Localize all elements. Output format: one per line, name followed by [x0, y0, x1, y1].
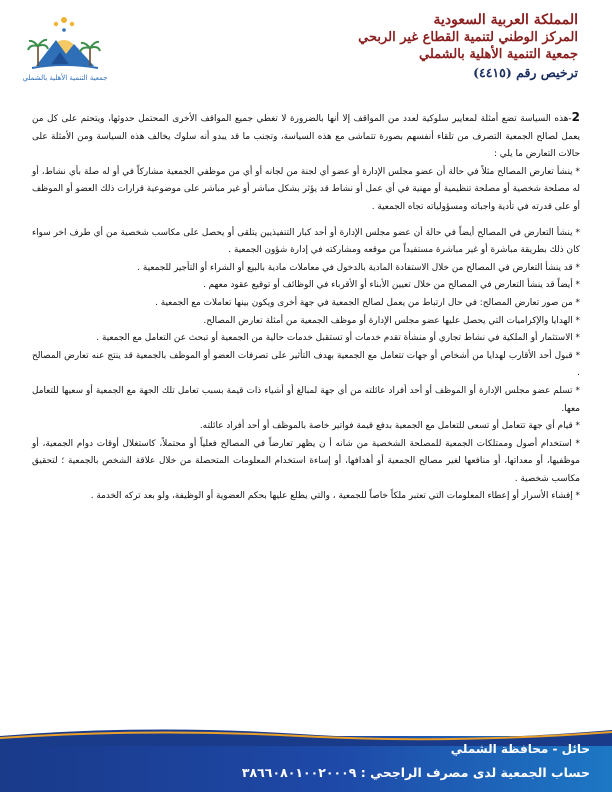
list-item: * أيضاً قد ينشأ التعارض في المصالح من خلال تعيين الأبناء أو الأقرباء في الوظائف أو توقيع عقود معهم . — [202, 280, 580, 291]
svg-text:جمعية التنمية الأهلية بالشملي: جمعية التنمية الأهلية بالشملي — [22, 74, 108, 82]
list-item: * ينشأ تعارض المصالح مثلاً في حالة أن عضو مجلس الإدارة أو عضو أي لجنة من لجانه أو أي من موظفي الجمعية مشاركاً في أو له صلة بأي نشاط، أو له مصلحة شخصية أو مصلحة تنظيمية أو مهنية في أي عمل أو نشاط قد يؤثر بشكل مباشر أو غير مباشر على موضوعية قرارات ذلك العضو أو الموظف أو على قدرته في تأدية واجباته ومسؤولياته تجاه الجمعية . — [32, 166, 580, 212]
list-item: * الهدايا والإكراميات التي يحصل عليها عضو مجلس الإدارة أو موظف الجمعية من أمثلة تعارض المصالح. — [203, 315, 580, 326]
list-item: * ينشأ التعارض في المصالح أيضاً في حالة أن عضو مجلس الإدارة أو أحد كبار التنفيذيين يتلقى أو يحصل على مكاسب شخصية من أي طرف اخر سواء كان ذلك بطريقة مباشرة أو غير مباشرة مستفيداً من موقعه ومشاركته في إدارة شؤون الجمعية . — [32, 227, 580, 256]
footer-band — [0, 736, 612, 792]
list-item: * قد ينشأ التعارض في المصالح من خلال الاستفادة المادية بالدخول في معاملات مادية بالبيع أو الشراء أو التأجير للجمعية . — [137, 262, 580, 273]
intro-paragraph — [32, 109, 580, 164]
list-item: * إفشاء الأسرار أو إعطاء المعلومات التي تعتبر ملكاً خاصاً للجمعية ، والتي يطلع عليها بحكم العضوية أو الوظيفة، ولو بعد تركه الخدمة . — [90, 491, 580, 502]
footer-bank-account: حساب الجمعية لدى مصرف الراجحي : ٣٨٦٦٠٨٠١٠٠٢٠٠٠٩ — [241, 765, 590, 780]
intro-text: -هذه السياسة تضع أمثلة لمعايير سلوكية لعدد من المواقف إلا أنها بالضرورة لا تغطي جميع المواقف الأخرى المحتمل حدوثها، ويتحتم على كل من يعمل لصالح الجمعية التصرف من تلقاء أنفسهم بصورة تتماشى مع هذه السياسة، وتجنب ما قد يبدو أنه سلوك يخالف هذه السياسة ومن الأمثلة على حالات التعارض ما يلي : — [32, 114, 580, 160]
association-title: جمعية التنمية الأهلية بالشملي — [419, 47, 578, 62]
list-item: * من صور تعارض المصالح: في حال ارتباط من يعمل لصالح الجمعية في جهة أخرى ويكون بينها تعاملات مع الجمعية . — [155, 297, 580, 308]
association-logo — [20, 10, 110, 90]
logo-graphic — [20, 10, 110, 90]
policy-body — [32, 109, 580, 506]
license-number: ترخيص رقم (٤٤١٥) — [473, 65, 578, 80]
kingdom-title: المملكة العربية السعودية — [433, 12, 578, 28]
footer-location: حائل - محافظة الشملي — [450, 742, 590, 756]
center-title: المركز الوطني لتنمية القطاع غير الربحي — [358, 30, 578, 45]
letterhead — [278, 12, 578, 81]
list-item: * الاستثمار أو الملكية في نشاط تجاري أو منشأة تقدم خدمات أو تستقبل خدمات حالية من الجمعية أو تبحث عن التعامل مع الجمعية . — [96, 333, 580, 344]
section-number: 2 — [571, 110, 580, 124]
list-item: * قبول أحد الأقارب لهدايا من أشخاص أو جهات تتعامل مع الجمعية بهدف التأثير على تصرفات العضو أو الموظف بالجمعية قد ينتج عنه تعارض المصالح . — [32, 350, 580, 379]
list-item: * استخدام أصول وممتلكات الجمعية للمصلحة الشخصية من شانه أ ن يظهر تعارضاً في المصالح فعلياً أو محتملاً، كاستغلال أوقات دوام الجمعية، أو موظفيها، أو معداتها، أو منافعها لغير مصالح الجمعية أو أهدافها، أو إساءة استخدام المعلومات المتحصلة من خلال علاقة الشخص بالجمعية ؛ لتحقيق مكاسب شخصية . — [32, 438, 580, 484]
list-item: * تسلم عضو مجلس الإدارة أو الموظف أو أحد أفراد عائلته من أي جهة لمبالغ أو أشياء ذات قيمة بسبب تعامل تلك الجهة مع الجمعية أو سعيها للتعامل معها. — [32, 385, 580, 414]
list-item: * قيام أي جهة تتعامل أو تسعى للتعامل مع الجمعية بدفع قيمة فواتير خاصة بالموظف أو أحد أفراد عائلته. — [199, 421, 580, 432]
